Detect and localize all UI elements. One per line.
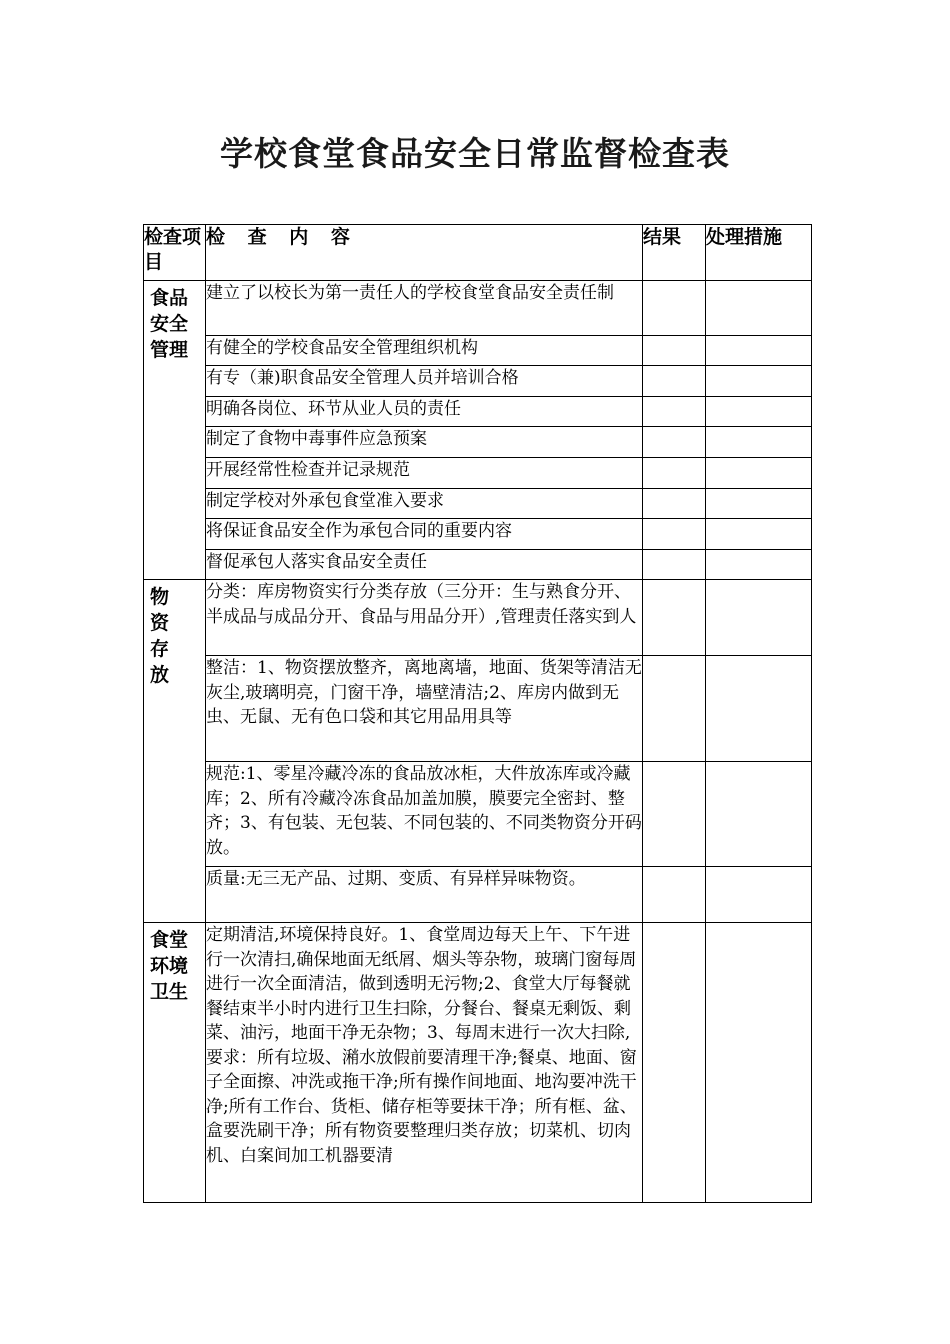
result-cell[interactable] bbox=[643, 867, 706, 923]
result-cell[interactable] bbox=[643, 427, 706, 458]
check-content-cell: 整洁：1、物资摆放整齐，离地离墙，地面、货架等清洁无灰尘,玻璃明亮，门窗干净，墙壁清洁;2、库房内做到无虫、无鼠、无有色口袋和其它用品用具等 bbox=[206, 656, 643, 762]
header-content: 检 查 内 容 bbox=[206, 225, 643, 281]
table-row bbox=[144, 281, 812, 336]
table-row bbox=[144, 489, 812, 519]
section-label-text: 物资存放 bbox=[150, 586, 170, 686]
check-content-cell: 定期清洁,环境保持良好。1、食堂周边每天上午、下午进行一次清扫,确保地面无纸屑、烟头等杂物，玻璃门窗每周进行一次全面清洁，做到透明无污物;2、食堂大厅每餐就餐结束半小时内进行卫生扫除，分餐台、餐桌无剩饭、剩菜、油污，地面干净无杂物；3、每周末进行一次大扫除,要求：所有垃圾、潲水放假前要清理干净;餐桌、地面、窗子全面擦、冲洗或拖干净;所有操作间地面、地沟要冲洗干净;所有工作台、货柜、储存柜等要抹干净；所有框、盆、盒要洗刷干净；所有物资要整理归类存放；切菜机、切肉机、白案间加工机器要清 bbox=[206, 923, 643, 1203]
header-action: 处理措施 bbox=[706, 225, 812, 281]
table-row bbox=[144, 867, 812, 923]
result-cell[interactable] bbox=[643, 550, 706, 580]
check-content-cell: 明确各岗位、环节从业人员的责任 bbox=[206, 397, 643, 427]
check-content-cell: 制定学校对外承包食堂准入要求 bbox=[206, 489, 643, 519]
action-cell[interactable] bbox=[706, 458, 812, 489]
table-row bbox=[144, 550, 812, 580]
table-header-row bbox=[144, 225, 812, 281]
section-label-text: 食堂环境卫生 bbox=[150, 929, 189, 1003]
result-cell[interactable] bbox=[643, 458, 706, 489]
action-cell[interactable] bbox=[706, 867, 812, 923]
table-row bbox=[144, 366, 812, 397]
check-content-cell: 制定了食物中毒事件应急预案 bbox=[206, 427, 643, 458]
section-label bbox=[144, 281, 206, 580]
table-row bbox=[144, 336, 812, 366]
header-item: 检查项目 bbox=[144, 225, 206, 281]
action-cell[interactable] bbox=[706, 550, 812, 580]
section-label bbox=[144, 923, 206, 1203]
check-content-cell: 分类：库房物资实行分类存放（三分开：生与熟食分开、半成品与成品分开、食品与用品分开）,管理责任落实到人 bbox=[206, 580, 643, 656]
result-cell[interactable] bbox=[643, 923, 706, 1203]
table-row bbox=[144, 580, 812, 656]
check-content-cell: 质量:无三无产品、过期、变质、有异样异味物资。 bbox=[206, 867, 643, 923]
action-cell[interactable] bbox=[706, 397, 812, 427]
result-cell[interactable] bbox=[643, 281, 706, 336]
action-cell[interactable] bbox=[706, 923, 812, 1203]
check-content-cell: 督促承包人落实食品安全责任 bbox=[206, 550, 643, 580]
table-row bbox=[144, 656, 812, 762]
section-label bbox=[144, 580, 206, 923]
table-row bbox=[144, 923, 812, 1203]
result-cell[interactable] bbox=[643, 762, 706, 867]
result-cell[interactable] bbox=[643, 519, 706, 550]
result-cell[interactable] bbox=[643, 336, 706, 366]
check-content-cell: 有专（兼)职食品安全管理人员并培训合格 bbox=[206, 366, 643, 397]
header-result: 结果 bbox=[643, 225, 706, 281]
action-cell[interactable] bbox=[706, 762, 812, 867]
page-title: 学校食堂食品安全日常监督检查表 bbox=[220, 134, 730, 173]
action-cell[interactable] bbox=[706, 281, 812, 336]
action-cell[interactable] bbox=[706, 580, 812, 656]
table-row bbox=[144, 458, 812, 489]
inspection-table bbox=[143, 224, 812, 1203]
section-label-text: 食品安全管理 bbox=[150, 287, 189, 361]
result-cell[interactable] bbox=[643, 580, 706, 656]
table-row bbox=[144, 427, 812, 458]
result-cell[interactable] bbox=[643, 397, 706, 427]
check-content-cell: 规范:1、零星冷藏冷冻的食品放冰柜，大件放冻库或冷藏库；2、所有冷藏冷冻食品加盖加膜，膜要完全密封、整齐；3、有包装、无包装、不同包装的、不同类物资分开码放。 bbox=[206, 762, 643, 867]
table-row bbox=[144, 762, 812, 867]
action-cell[interactable] bbox=[706, 427, 812, 458]
result-cell[interactable] bbox=[643, 489, 706, 519]
check-content-cell: 将保证食品安全作为承包合同的重要内容 bbox=[206, 519, 643, 550]
action-cell[interactable] bbox=[706, 489, 812, 519]
check-content-cell: 开展经常性检查并记录规范 bbox=[206, 458, 643, 489]
action-cell[interactable] bbox=[706, 519, 812, 550]
result-cell[interactable] bbox=[643, 366, 706, 397]
table-row bbox=[144, 397, 812, 427]
check-content-cell: 有健全的学校食品安全管理组织机构 bbox=[206, 336, 643, 366]
action-cell[interactable] bbox=[706, 336, 812, 366]
table-row bbox=[144, 519, 812, 550]
action-cell[interactable] bbox=[706, 366, 812, 397]
result-cell[interactable] bbox=[643, 656, 706, 762]
check-content-cell: 建立了以校长为第一责任人的学校食堂食品安全责任制 bbox=[206, 281, 643, 336]
action-cell[interactable] bbox=[706, 656, 812, 762]
